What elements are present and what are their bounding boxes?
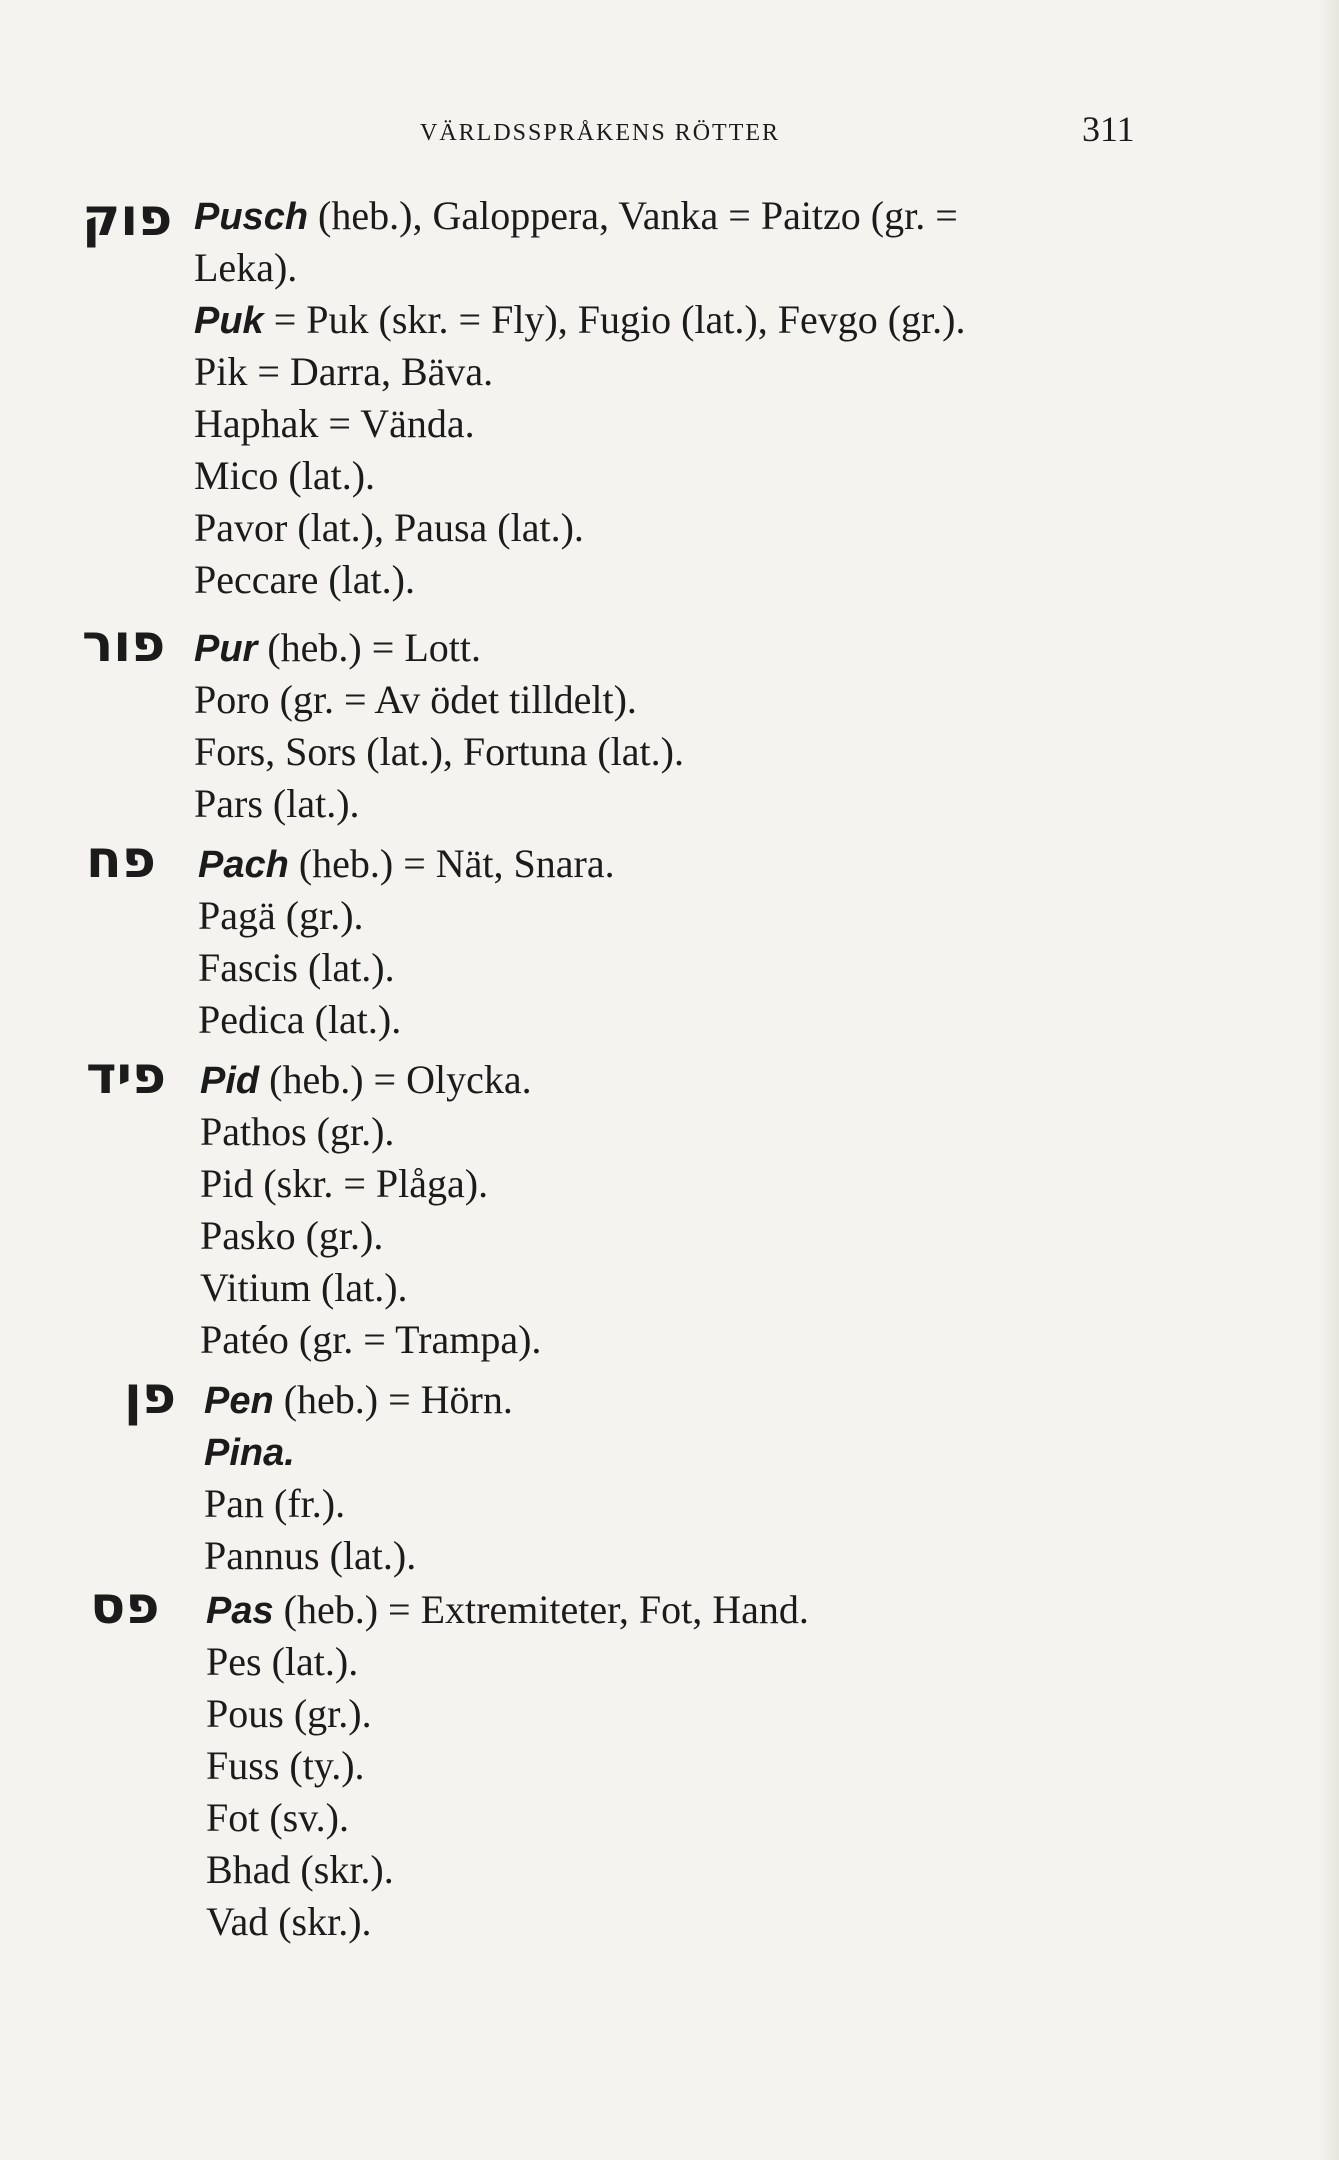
entry-text: (heb.) = Nät, Snara.: [288, 841, 615, 886]
headword: Pid: [200, 1060, 260, 1102]
entry-line: [206, 1584, 809, 1636]
entry-line: [206, 1792, 809, 1844]
entry-text: Pathos (gr.).: [200, 1109, 395, 1154]
entry-text: Poro (gr. = Av ödet tilldelt).: [194, 677, 637, 722]
hebrew-root-word: פור: [82, 614, 166, 674]
entry-text: Pik = Darra, Bäva.: [194, 349, 494, 394]
entry-text: Pedica (lat.).: [198, 997, 402, 1042]
entry-line: [206, 1896, 809, 1948]
entry-text: (heb.), Galoppera, Vanka = Paitzo (gr. =: [308, 193, 958, 238]
headword: Pas: [206, 1590, 274, 1632]
entry-line: [206, 1844, 809, 1896]
entry-text: Mico (lat.).: [194, 453, 376, 498]
entry-line: [194, 190, 965, 242]
entry-text: Haphak = Vända.: [194, 401, 475, 446]
entry-text: (heb.) = Hörn.: [273, 1377, 513, 1422]
entry-text: Fors, Sors (lat.), Fortuna (lat.).: [194, 729, 684, 774]
entry-line: [206, 1688, 809, 1740]
entry-text: Patéo (gr. = Trampa).: [200, 1317, 542, 1362]
entry-text: Fuss (ty.).: [206, 1743, 365, 1788]
headword: Pur: [194, 628, 258, 670]
entry-text: Peccare (lat.).: [194, 557, 415, 602]
entry-line: [198, 838, 615, 890]
entry-line: [194, 726, 684, 778]
hebrew-root-word: פן: [124, 1366, 177, 1426]
headword: Pach: [198, 844, 289, 886]
hebrew-root-word: פוק: [82, 188, 173, 248]
entry-text: (heb.) = Extremiteter, Fot, Hand.: [273, 1587, 809, 1632]
headword: Puk: [194, 300, 264, 342]
entry-line: [200, 1106, 541, 1158]
entry-line: [194, 450, 965, 502]
entry-line: [204, 1374, 513, 1426]
entry-text: Pannus (lat.).: [204, 1533, 417, 1578]
entry-text: (heb.) = Lott.: [257, 625, 481, 670]
hebrew-root-word: פס: [90, 1576, 160, 1636]
entry-line: [206, 1740, 809, 1792]
entry-text: Pid (skr. = Plåga).: [200, 1161, 489, 1206]
entry-line: [194, 778, 684, 830]
running-head: VÄRLDSSPRÅKENS RÖTTER: [420, 120, 781, 146]
page-number: 311: [1082, 109, 1135, 149]
entry-text: Pous (gr.).: [206, 1691, 372, 1736]
entry-line: [194, 398, 965, 450]
entry-text: Pes (lat.).: [206, 1639, 359, 1684]
headword: Pen: [204, 1380, 274, 1422]
entry-text: Pasko (gr.).: [200, 1213, 384, 1258]
entry-text: Pavor (lat.), Pausa (lat.).: [194, 505, 584, 550]
entry-line: [194, 346, 965, 398]
entry-line: [204, 1426, 513, 1478]
hebrew-root-word: פח: [86, 830, 156, 890]
entry-line: [200, 1210, 541, 1262]
entry-line: [194, 502, 965, 554]
entry-line: [194, 554, 965, 606]
entry-text: Vad (skr.).: [206, 1899, 372, 1944]
entry-line: [200, 1158, 541, 1210]
entry-line: [204, 1530, 513, 1582]
entry-line: [194, 622, 684, 674]
entry-line: [198, 942, 615, 994]
headword: Pusch: [194, 196, 309, 238]
entry-line: [206, 1636, 809, 1688]
entry-text: Pagä (gr.).: [198, 893, 364, 938]
entry-line: [200, 1054, 541, 1106]
entry-text: Fascis (lat.).: [198, 945, 395, 990]
entry-line: [200, 1314, 541, 1366]
entry-text: = Puk (skr. = Fly), Fugio (lat.), Fevgo (gr.).: [263, 297, 966, 342]
entry-line: [204, 1478, 513, 1530]
entry-text: (heb.) = Olycka.: [259, 1057, 532, 1102]
entry-text: Leka).: [194, 245, 298, 290]
entry-text: Bhad (skr.).: [206, 1847, 394, 1892]
entry-text: Pars (lat.).: [194, 781, 360, 826]
entry-line: [194, 294, 965, 346]
entry-line: [200, 1262, 541, 1314]
entry-line: [198, 890, 615, 942]
page-edge-shadow: [1319, 0, 1339, 2160]
entry-line: [198, 994, 615, 1046]
headword: Pina.: [204, 1432, 295, 1474]
entry-line: [194, 242, 965, 294]
entry-text: Vitium (lat.).: [200, 1265, 408, 1310]
entry-text: Fot (sv.).: [206, 1795, 349, 1840]
hebrew-root-word: פיד: [86, 1046, 167, 1106]
entry-line: [194, 674, 684, 726]
entry-text: Pan (fr.).: [204, 1481, 346, 1526]
